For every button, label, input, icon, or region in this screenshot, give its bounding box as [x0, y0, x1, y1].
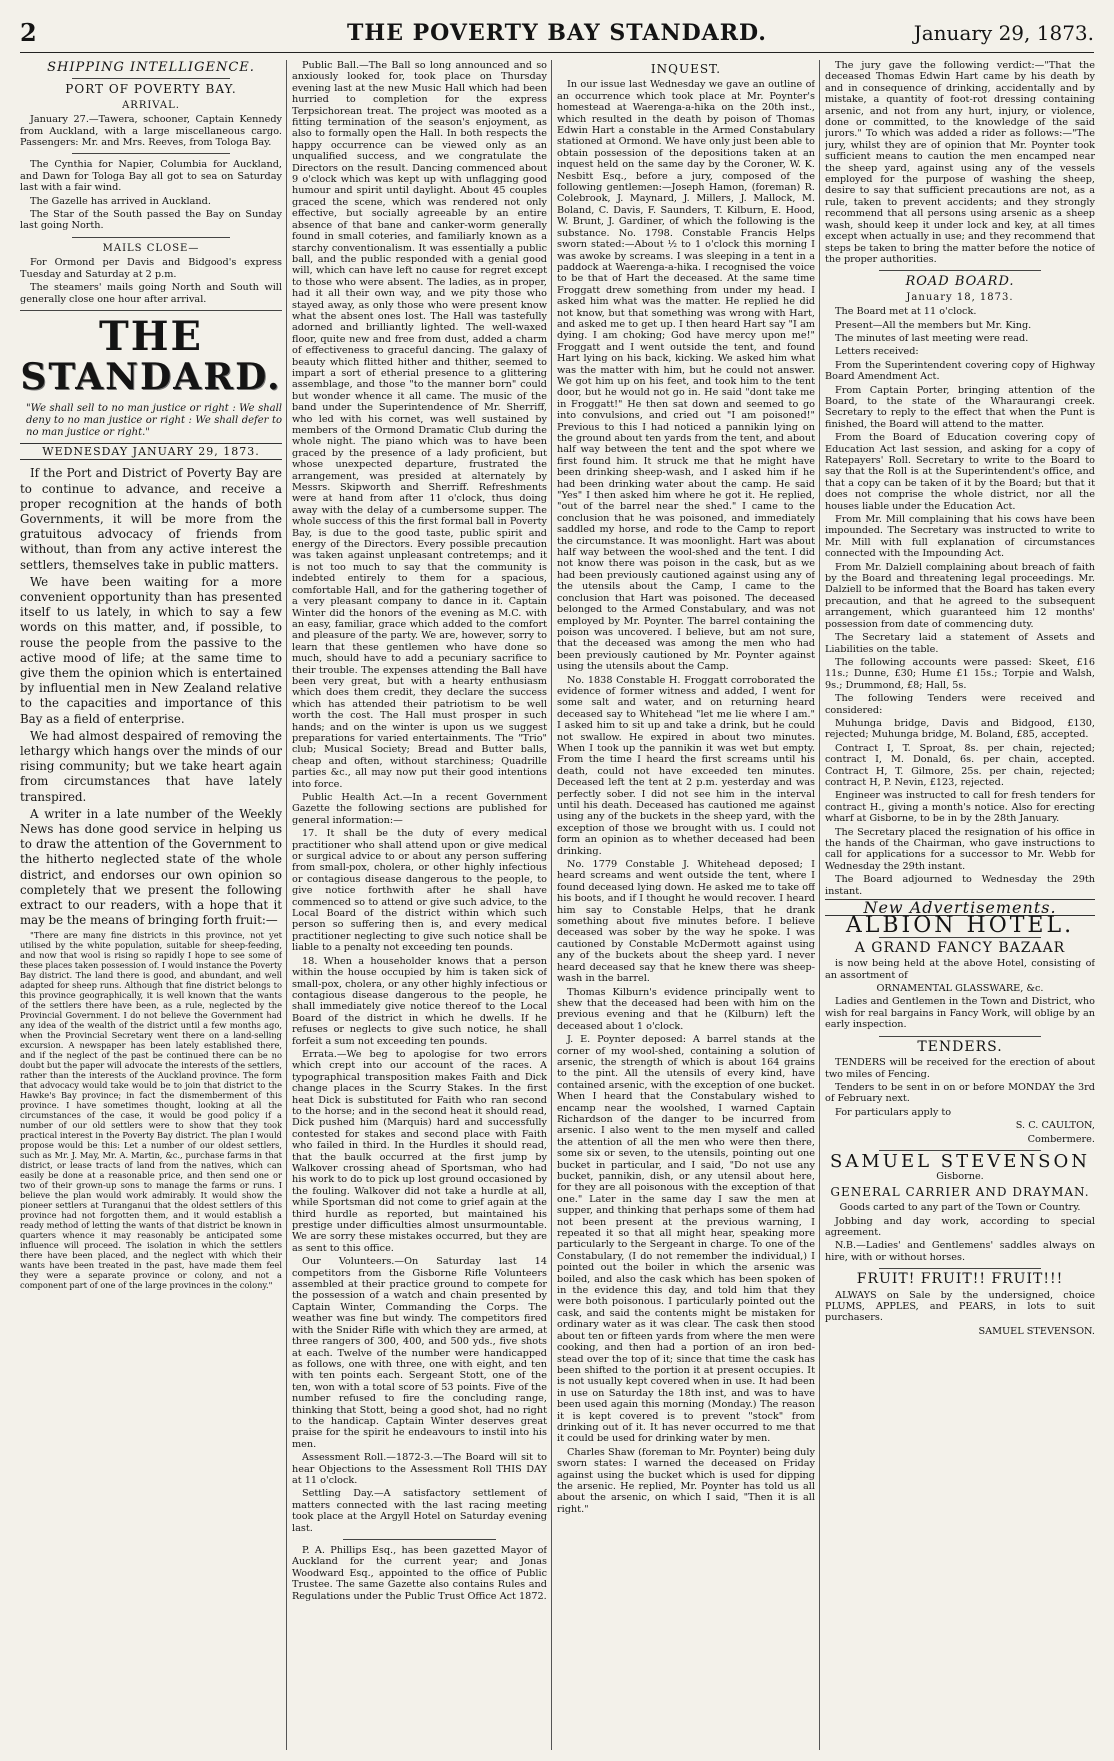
volunteers-article: Our Volunteers.—On Saturday last 14 competitors from the Gisborne Rifle Volunteers assembled at their practice ground to compete for the possession of a watch and chain presented by Captain Winter, Commanding the Corps. The weather was fine but windy. The competitors fired with the Snider Rifle with which they are armed, at three rangers of 300, 400, and 500 yds., five shots at each. Twelve of the number were handicapped as follows, one with three, one with eight, and ten with ten points each. Sergeant Stott, one of the ten, won with a total score of 53 points. Five of the number refused to fire the concluding range, thinking that Stott, being a good shot, had no right to the handicap. Captain Winter deserves great praise for the spirit he endeavours to instil into his men.	[292, 1256, 547, 1450]
road-board-item: From the Superintendent covering copy of Highway Board Amendment Act.	[825, 359, 1095, 383]
inquest-paragraph: Thomas Kilburn's evidence principally went to shew that the deceased had been with him on the previous evening and that he (Kilburn) left the deceased about 1 o'clock.	[557, 986, 815, 1032]
road-board-item: Muhunga bridge, Davis and Bidgood, £130, rejected; Muhunga bridge, M. Boland, £85, accepted.	[825, 717, 1095, 741]
bazaar-item: ORNAMENTAL GLASSWARE, &c.	[876, 983, 1044, 995]
arrival-heading: ARRIVAL.	[122, 99, 180, 111]
inquest-paragraph: Charles Shaw (foreman to Mr. Poynter) being duly sworn states: I warned the deceased on Friday against using the bucket which is used for dipping the arsenic. He replied, Mr. Poynter has told us all about the arsenic, on which I said, "Then it is all right."	[557, 1446, 815, 1515]
page-number: 2	[20, 18, 37, 47]
motto: "We shall sell to no man justice or right : We shall deny to no man justice or right : We shall defer to no man justice or right."	[26, 402, 282, 438]
title-standard: STANDARD.	[20, 355, 282, 398]
divider	[20, 310, 282, 311]
mails-text: For Ormond per Davis and Bidgood's express Tuesday and Saturday at 2 p.m.	[20, 257, 282, 280]
stevenson-title: SAMUEL STEVENSON	[830, 1150, 1090, 1172]
road-board-date: January 18, 1873.	[906, 291, 1014, 303]
bazaar-heading: A GRAND FANCY BAZAAR	[854, 939, 1066, 956]
fruit-signature: SAMUEL STEVENSON.	[978, 1325, 1095, 1337]
issue-date: January 29, 1873.	[913, 21, 1094, 45]
road-board-item: The following accounts were passed: Skeet, £16 11s.; Dunne, £30; Hume £1 15s.; Torpie and Walsh, 9s.; Drummond, £8; Hall, 5s.	[825, 656, 1095, 691]
road-board-item: Letters received:	[835, 346, 919, 358]
port-heading: PORT OF POVERTY BAY.	[65, 82, 237, 97]
road-board-item: From Mr. Mill complaining that his cows have been impounded. The Secretary was instructed to write to Mr. Mill with full explanation of circumstances connected with the Impounding Act.	[825, 514, 1095, 560]
tenders-signature: S. C. CAULTON,	[1015, 1120, 1095, 1132]
lead-paragraph: We had almost despaired of removing the lethargy which hangs over the minds of our rising community; but we take heart again from circumstances that have lately transpired.	[20, 728, 282, 804]
ships-text: The Star of the South passed the Bay on Sunday last going North.	[20, 209, 282, 232]
nb-text: N.B.—Ladies' and Gentlemens' saddles always on hire, with or without horses.	[825, 1240, 1095, 1263]
health-section-17: 17. It shall be the duty of every medical practitioner who shall attend upon or give medical or surgical advice to or about any person suffering from small-pox, cholera, or other highly infectious or contagious disease dangerous to the people, to give notice forthwith after he shall have commenced so to attend or give such advice, to the Local Board of the district within which such person so suffering then is, and every medical practitioner neglecting to give such notice shall be liable to a penalty not exceeding ten pounds.	[292, 828, 547, 954]
fruit-heading: FRUIT! FRUIT!! FRUIT!!!	[856, 1271, 1064, 1288]
column-rule	[286, 60, 287, 1750]
road-board-heading: ROAD BOARD.	[905, 274, 1015, 290]
inquest-paragraph: No. 1838 Constable H. Froggatt corroborated the evidence of former witness and added, I went for some salt and water, and on returning heard deceased say to Whitehead "let me lie where I am." I asked him to sit up and take a drink, but he could not swallow. He expired in about two minutes. When I took up the pannikin it was wet but empty. From the time I heard the first screams until his death, could not have exceeded ten minutes. Deceased left the tent at 2 p.m. yesterday and was perfectly sober. I did not see him in the interval until his death. Deceased has cautioned me against using any of the buckets in the sheep yard, with the exception of those we brought with us. I could not form an opinion as to whether deceased had been drinking.	[557, 674, 815, 857]
column-2	[292, 60, 547, 1750]
column-1	[20, 60, 282, 1750]
arrival-text: January 27.—Tawera, schooner, Captain Kennedy from Auckland, with a large miscellaneous cargo. Passengers: Mr. and Mrs. Reeves, from Tologa Bay.	[20, 114, 282, 149]
road-board-item: The Secretary laid a statement of Assets and Liabilities on the table.	[825, 632, 1095, 655]
shipping-heading: SHIPPING INTELLIGENCE.	[47, 60, 255, 75]
ships-text: The Cynthia for Napier, Columbia for Auckland, and Dawn for Tologa Bay all got to sea on Saturday last with a fair wind.	[20, 159, 282, 194]
divider	[72, 78, 229, 79]
lead-paragraph: A writer in a late number of the Weekly News has done good service in helping us to draw the attention of the Government to the hitherto neglected state of the whole district, and endorses our own opinion so completely that we present the following extract to our readers, with a hope that it may be the means of bringing forth fruit:—	[20, 806, 282, 928]
mails-text: The steamers' mails going North and South will generally close one hour after arrival.	[20, 282, 282, 305]
divider	[72, 153, 229, 154]
masthead	[20, 18, 1094, 53]
lead-paragraph: We have been waiting for a more convenient opportunity than has presented itself to us lately, in which to say a few words on this matter, and, if possible, to rouse the people from the passive to the active mood of life; at the same time to give them the opinion which is entertained by influential men in New Zealand relative to the capacities and importance of this Bay as a field of enterprise.	[20, 574, 282, 726]
road-board-item: From Mr. Dalziell complaining about breach of faith by the Board and threatening legal proceedings. Mr. Dalziell to be informed that the Board has taken every precaution, and that he agreed to the subsequent arrangement, which guaranteed him 12 months' possession from date of commencing duty.	[825, 561, 1095, 630]
mails-heading: MAILS CLOSE—	[102, 242, 200, 254]
road-board-item: Present—All the members but Mr. King.	[835, 319, 1032, 331]
inquest-paragraph: J. E. Poynter deposed: A barrel stands at the corner of my wool-shed, containing a solution of arsenic, the strength of which is about 164 grains to the pint. All the utensils of every kind, have contained arsenic, with the exception of one bucket. When I heard that the Constabulary wished to encamp near the woolshed, I warned Captain Richardson of the danger to be incurred from arsenic. I also went to the men myself and called the attention of all the men who were then there, some six or seven, to the utensils, pointing out one bucket in particular, and I said, "Do not use any bucket, pannikin, dish, or any utensil about here, for they are all poisonous with the exception of that one." Later in the same day I saw the men at supper, and thinking that perhaps some of them had not been present at the previous warning, I repeated it so that all might hear, speaking more particularly to the Sergeant in charge. To one of the Constabulary, (I do not remember the individual,) I pointed out the boiler in which the arsenic was boiled, and also the cask which has been spoken of in the evidence this day, and told him that they were both poisonous. I particularly pointed out the cask, and said the contents might be mistaken for ordinary water as it was clear. The cask then stood about ten or fifteen yards from where the men were cooking, and then had a portion of an iron bed-stead over the top of it; since that time the cask has been shifted to the portion it at present occupies. It is not usually kept covered when in use. It had been in use on Saturday the 18th inst, and was to have been used again this morning (Monday.) The reason it is kept covered is to prevent "stock" from drinking out of it. It has never occurred to me that it could be used for drinking water by men.	[557, 1034, 815, 1445]
tenders-text: Tenders to be sent in on or before MONDAY the 3rd of February next.	[825, 1081, 1095, 1105]
road-board-item: The Board met at 11 o'clock.	[835, 306, 977, 318]
carrier-heading: GENERAL CARRIER AND DRAYMAN.	[830, 1184, 1090, 1199]
column-rule	[819, 60, 820, 1750]
title-the: THE	[98, 312, 204, 360]
road-board-item: From Captain Porter, bringing attention of the Board, to the state of the Wharaurangi creek. Secretary to reply to the effect that when the Punt is finished, the Board will attend to the matter.	[825, 384, 1095, 430]
inquest-paragraph: No. 1779 Constable J. Whitehead deposed; I heard screams and went outside the tent, where I found deceased lying down. He asked me to take off his boots, and if I thought he would recover. I heard him say to Constable Helps, that he drank something about five minutes before. I believe deceased was sober by the way he spoke. I was cautioned by Constable McDermott against using any of the buckets about the sheep yard. I never heard deceased say that he knew there was sheep-wash in the barrel.	[557, 859, 815, 985]
settling-article: Settling Day.—A satisfactory settlement of matters connected with the last racing meeting took place at the Argyll Hotel on Saturday evening last.	[292, 1488, 547, 1534]
bazaar-invite: Ladies and Gentlemen in the Town and District, who wish for real bargains in Fancy Work, will oblige by an early inspection.	[825, 996, 1095, 1031]
fruit-text: ALWAYS on Sale by the undersigned, choice PLUMS, APPLES, and PEARS, in lots to suit purchasers.	[825, 1289, 1095, 1324]
tenders-apply: For particulars apply to	[835, 1106, 952, 1118]
lead-paragraph: If the Port and District of Poverty Bay are to continue to advance, and receive a proper recognition at the hands of both Governments, it will be more from the gratuitous advocacy of friends from without, than from any active interest the settlers, themselves take in public matters.	[20, 466, 282, 572]
health-section-18: 18. When a householder knows that a person within the house occupied by him is taken sick of small-pox, cholera, or any other highly infectious or contagious disease dangerous to the people, he shall immediately give notice thereof to the Local Board of the district in which he dwells. If he refuses or neglects to give such notice, he shall forfeit a sum not exceeding ten pounds.	[292, 955, 547, 1047]
gisborne-label: Gisborne.	[936, 1171, 984, 1183]
column-3	[557, 60, 815, 1750]
ball-article: Public Ball.—The Ball so long announced and so anxiously looked for, took place on Thursday evening last at the new Music Hall which had been hurried to completion for the express Terpsichorean treat. The project was mooted as a fitting termination of the season's enjoyment, as also to formally open the Hall. In both respects the happy occurrence can be viewed only as an unqualified success, and we congratulate the Directors on the result. Dancing commenced about 9 o'clock which was kept up with unflagging good humour and spirit until daylight. About 45 couples graced the scene, which was rendered not only effective, but socially agreeable by an entire absence of that bane and canker-worm generally found in small coteries, and familiarly known as a starchy conventionalism. It was essentially a public ball, and the public responded with a genial good will, which can have left no cause for regret except to those who were absent. The ladies, as in proper, had it all their own way, and we pity those who stayed away, as only those who were present know what the absent ones lost. The Hall was tastefully adorned and brilliantly lighted. The well-waxed floor, quite new and free from dust, added a charm of effectiveness to graceful dancing. The galaxy of beauty which flitted hither and thither, seemed to impart a sort of etherial presence to a glittering assemblage, and those "to the manner born" could but wonder whence it all came. The music of the band under the Superintendence of Mr. Sherriff, who led with his cornet, was well sustained by members of the Ormond Dramatic Club during the whole night. The piano which was to have been graced by the presence of a lady proficient, but whose unexpected departure, frustrated the arrangement, was presided at alternately by Messrs. Skipworth and Sherriff. Refreshments were at hand from after 11 o'clock, thus doing away with the delay of a cumbersome supper. The whole success of this the first formal ball in Poverty Bay, is due to the good taste, public spirit and energy of the Directors. Every possible precaution was taken against unpleasant contretemps; and it is not too much to say that the community is indebted entirely to them for a spacious, comfortable Hall, and for the gathering together of a very pleasant company to dance in it. Captain Winter did the honors of the evening as M.C. with an easy, familiar, grace which added to the comfort and pleasure of the party. We are, however, sorry to learn that these gentlemen who have done so much, should have to add a pecuniary sacrifice to their trouble. The expenses attending the Ball have been very great, but with a hearty enthusiasm which does them credit, they declare the success which has attended their patriotism to be well worth the cost. The Hall must prosper in such hands; and on the winter is upon us we suggest preparations for varied entertainments. The "Trio" club; Musical Society; Bread and Butter balls, cheap and often, without starchiness; Quadrille parties &c., all may now put their good intentions into force.	[292, 60, 547, 790]
ships-text: The Gazelle has arrived in Auckland.	[30, 195, 211, 207]
edition-date: WEDNESDAY JANUARY 29, 1873.	[20, 443, 282, 460]
newspaper-name: THE POVERTY BAY STANDARD.	[347, 20, 767, 46]
road-board-item: The minutes of last meeting were read.	[835, 332, 1029, 344]
inquest-paragraph: In our issue last Wednesday we gave an outline of an occurrence which took place at Mr. Poynter's homestead at Waerenga-a-hika on the 20th inst., which resulted in the death by poison of Thomas Edwin Hart a constable in the Armed Constabulary stationed at Ormond. We have only just been able to obtain possession of the depositions taken at an inquest held on the same day by the Coroner, W. K. Nesbitt Esq., before a jury, composed of the following gentlemen:—Joseph Hamon, (foreman) R. Colebrook, J. Maynard, J. Millers, J. Mallock, M. Boland, C. Davis, F. Saunders, T. Kilburn, E. Hood, W. Brunt, J. Gardiner, of which the following is the substance. No. 1798. Constable Francis Helps sworn stated:—About ½ to 1 o'clock this morning I was awoke by screams. I was sleeping in a tent in a paddock at Waerenga-a-hika. I recognised the voice to be that of Hart the deceased. At the same time Froggatt drew something from under my head. I asked him what was the matter. He replied he did not know, but that something was wrong with Hart, and asked me to get up. I then heard Hart say "I am dying. I am choking; God have mercy upon me!" Froggatt and I went outside the tent, and found Hart lying on his back, kicking. We asked him what was the matter with him, but he could not answer. We got him up on his feet, and took him to the tent door, but he would not go in. He said "dont take me in Froggatt!" He then sat down and seemed to go into convulsions, and cried out "I am poisoned!" Previous to this I had noticed a pannikin lying on the ground about ten yards from the tent, and about half way between the tent and the spot where we first found him. It struck me that he might have been drinking sheep-wash, and I asked him if he had been drinking water about the camp. He said "Yes" I then asked him where he got it. He replied, "out of the barrel near the shed." I came to the conclusion that he was poisoned, and immediately saddled my horse, and rode to the Camp to report the circumstance. It was moonlight. Hart was about half way between the wool-shed and the tent. I did not know there was poison in the cask, but as we had been previously cautioned against using any of the utensils about the Camp, I came to the conclusion that Hart was poisoned. The deceased belonged to the Armed Constabulary, and was not employed by Mr. Poynter. The barrel containing the poison was uncovered. I believe, but am not sure, that the deceased was among the men who had been previously cautioned by Mr. Poynter against using the utensils about the Camp.	[557, 79, 815, 673]
road-board-item: From the Board of Education covering copy of Education Act last session, and asking for a copy of Ratepayers' Roll. Secretary to write to the Board to say that the Roll is at the Superintendent's office, and that a copy can be taken of it by the Board; but that it does not comprise the whole district, nor all the houses liable under the Education Act.	[825, 432, 1095, 512]
albion-hotel-title: ALBION HOTEL.	[845, 913, 1075, 939]
errata-article: Errata.—We beg to apologise for two errors which crept into our account of the races. A typographical transposition makes Faith and Dick change places in the Scurry Stakes. In the first heat Dick is substituted for Faith who ran second to the horse; and in the second heat it should read, Dick pushed him (Marquis) hard and successfully contested for stakes and second place with Faith who failed in third. In the Hurdles it should read, that the baulk occurred at the first jump by Walkover crossing ahead of Sportsman, who had his work to do to pick up lost ground occasioned by the fouling. Walkover did not take a hurdle at all, while Sportsman did not come to grief again at the third hurdle as reported, but maintained his prestige under difficulties almost unsurmountable. We are sorry these mistakes occurred, but they are as sent to this office.	[292, 1048, 547, 1254]
divider	[879, 1036, 1041, 1037]
divider	[343, 1539, 496, 1540]
tenders-heading: TENDERS.	[917, 1038, 1003, 1055]
divider	[72, 237, 229, 238]
road-board-item: The following Tenders were received and considered:	[825, 693, 1095, 716]
quote-paragraph: "There are many fine districts in this province, not yet utilised by the white population, suitable for sheep-feeding, and now that wool is rising so rapidly I hope to see some of these places taken possession of. I would instance the Poverty Bay district. The land there is good, and abundant, and well adapted for sheep runs. Although that fine district belongs to this province geographically, it is well known that the wants of the settlers there have been, as a rule, neglected by the Provincial Government. I do not believe the Government had any idea of the wealth of the district until a few months ago, when the Provincial Secretary went there on a land-selling excursion. A newspaper has been lately established there, and if the neglect of the past be continued there can be no doubt but the paper will advocate the interests of the settlers, rather than the interests of the Auckland province. The form that advocacy would take would be to join that district to the Hawke's Bay province; in fact the dismemberment of this province. I have sometimes thought, looking at all the circumstances of the case, it would be good policy if a number of our old settlers were to show that they took practical interest in the Poverty Bay district. The plan I would propose would be this: Let a number of our oldest settlers, such as Mr. J. May, Mr. A. Martin, &c., purchase farms in that district, or lease tracts of land from the natives, which can easily be done at a reasonable price, and then send one or two of their grown-up sons to manage the farms or runs. I believe the plan would work admirably. It would show the pioneer settlers at Turanganui that the oldest settlers of this province had not forgotten them, and it would establish a ready method of letting the wants of that district be known in quarters whence it may reasonably be anticipated some influence will proceed. The isolation in which the settlers there have been placed, and the neglect with which their wants have been treated in the past, have made them feel they were a separate province or colony, and not a component part of one of the large provinces in the colony."	[20, 930, 282, 1291]
divider	[879, 1268, 1041, 1269]
verdict-text: The jury gave the following verdict:—"That the deceased Thomas Edwin Hart came by his death by and in consequence of drinking, accidentally and by mistake, a quantity of foot-rot dressing containing arsenic, and not from any hurt, injury, or violence, done or committed, to the knowledge of the said jurors." To which was added a rider as follows:—"The jury, whilst they are of opinion that Mr. Poynter took sufficient means to caution the men encamped near the sheep yard, against using any of the vessels employed for the purpose of washing the sheep, desire to say that sufficient precautions are not, as a rule, taken to prevent accidents; and they strongly recommend that all persons using arsenic as a sheep wash, should keep it under lock and key, at all times except when actually in use; and they recommend that steps be taken to bring the matter before the notice of the proper authorities.	[825, 60, 1095, 265]
tenders-text: TENDERS will be received for the erection of about two miles of Fencing.	[825, 1057, 1095, 1080]
road-board-item: Contract I, T. Sproat, 8s. per chain, rejected; contract I, M. Donald, 6s. per chain, accepted. Contract H, T. Gilmore, 25s. per chain, rejected; contract H, P. Nevin, £123, rejected.	[825, 742, 1095, 788]
tenders-place: Combermere.	[1027, 1133, 1095, 1145]
column-rule	[551, 60, 552, 1750]
divider	[879, 270, 1041, 271]
health-article: Public Health Act.—In a recent Government Gazette the following sections are published for general information:—	[292, 792, 547, 826]
road-board-item: The Secretary placed the resignation of his office in the hands of the Chairman, who gave instructions to call for applications for a successor to Mr. Webb for Wednesday the 29th instant.	[825, 826, 1095, 872]
bazaar-text: is now being held at the above Hotel, consisting of an assortment of	[825, 958, 1095, 981]
new-ads-heading: New Advertisements.	[825, 899, 1095, 916]
inquest-heading: INQUEST.	[650, 62, 722, 76]
assessment-article: Assessment Roll.—1872-3.—The Board will sit to hear Objections to the Assessment Roll THIS DAY at 11 o'clock.	[292, 1452, 547, 1486]
road-board-item: Engineer was instructed to call for fresh tenders for contract H., giving a month's notice. Also for erecting wharf at Gisborne, to be in by the 28th January.	[825, 790, 1095, 825]
road-board-item: The Board adjourned to Wednesday the 29th instant.	[825, 874, 1095, 897]
carrier-text: Goods carted to any part of the Town or Country.	[839, 1202, 1081, 1214]
jobbing-text: Jobbing and day work, according to special agreement.	[825, 1215, 1095, 1238]
column-4	[825, 60, 1095, 1750]
phillips-article: P. A. Phillips Esq., has been gazetted Mayor of Auckland for the current year; and Jonas Woodward Esq., appointed to the office of Public Trustee. The same Gazette also contains Rules and Regulations under the Public Trust Office Act 1872.	[292, 1545, 547, 1602]
